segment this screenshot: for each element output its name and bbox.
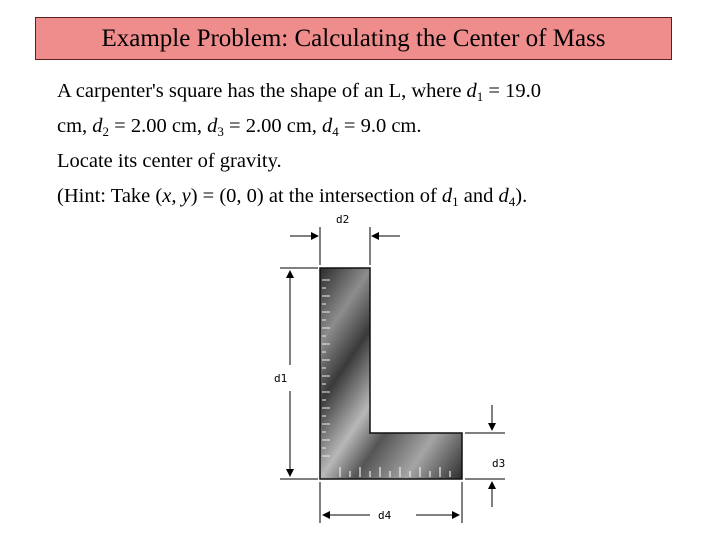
text-run: and [458,185,499,207]
d2-label: d2 [336,213,350,226]
l-shaped-square [320,268,462,479]
problem-statement [57,74,697,214]
slide-title-text: Example Problem: Calculating the Center of Mass [101,24,606,52]
math-variable: d [207,115,218,137]
carpenter-square-figure [260,205,550,535]
problem-line-2 [57,109,697,144]
d2-dimension [290,227,400,265]
subscript: 4 [332,124,339,139]
problem-line-1 [57,74,697,109]
problem-line-3 [57,144,697,179]
text-run: A carpenter's square has the shape of an L, where [57,80,467,102]
slide-title [35,17,672,60]
math-variable: x, [162,185,177,207]
math-variable: d [322,115,333,137]
text-run: ). [515,185,528,207]
text-run: = 19.0 [483,80,541,102]
math-variable: y [181,185,191,207]
d4-label: d4 [378,509,392,522]
math-variable: d [466,80,477,102]
text-run: cm, [57,115,93,137]
text-run: = 2.00 cm, [109,115,208,137]
subscript: 1 [476,89,484,104]
math-variable: d [441,185,453,207]
d3-dimension [465,405,505,507]
subscript: 3 [217,124,224,139]
subscript: 2 [102,124,110,139]
d1-label: d1 [274,372,288,385]
math-variable: d [92,115,103,137]
text-run: = 9.0 cm. [338,115,422,137]
text-run: Locate its center of gravity. [57,150,282,172]
d3-label: d3 [492,457,506,470]
text-run: ) = (0, 0) at the intersection of [190,185,442,207]
text-run: (Hint: Take ( [57,185,163,207]
subscript: 1 [452,194,459,209]
math-variable: d [498,185,509,207]
text-run: = 2.00 cm, [223,115,323,137]
subscript: 4 [508,194,516,209]
